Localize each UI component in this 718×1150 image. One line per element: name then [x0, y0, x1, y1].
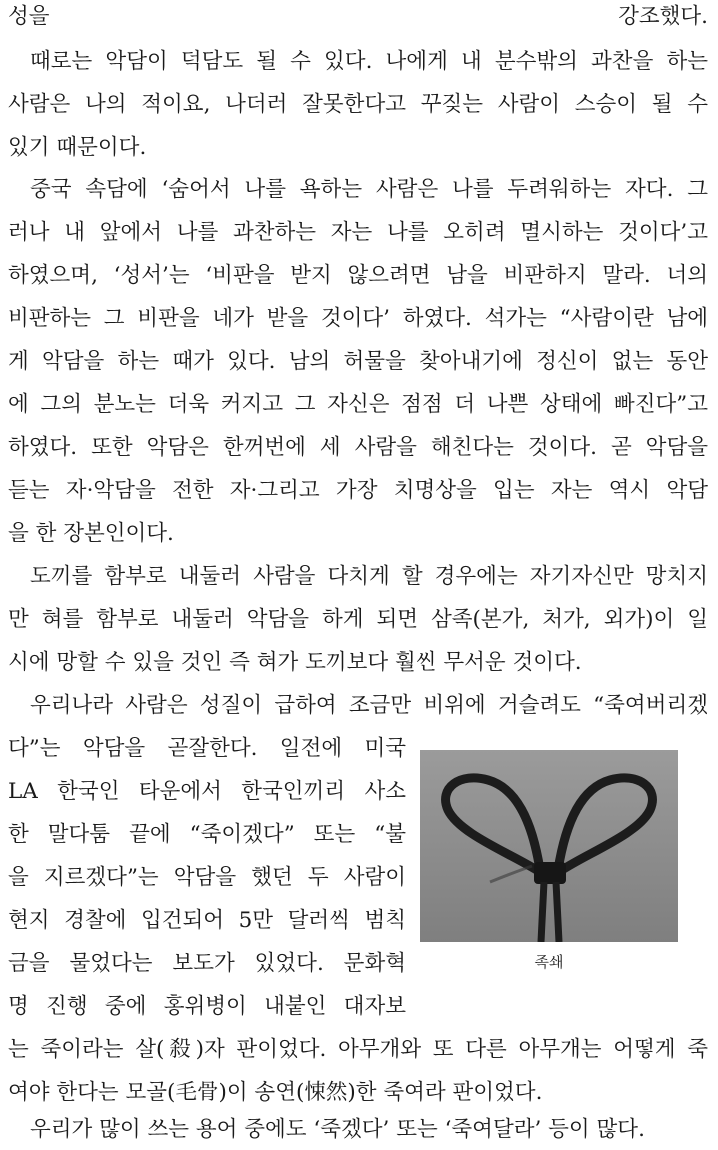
text-line: 하였으며, ‘성서’는 ‘비판을 받지 않으려면 남을 비판하지 말라. 너의 [8, 263, 708, 288]
text-line: 게 악담을 하는 때가 있다. 남의 허물을 찾아내기에 정신이 없는 동안 [8, 349, 708, 374]
text-line: 을 한 장본인이다. [8, 521, 174, 546]
text-line: 하였다. 또한 악담은 한꺼번에 세 사람을 해친다는 것이다. 곧 악담을 [8, 435, 708, 460]
text-line: 만 혀를 함부로 내둘러 악담을 하게 되면 삼족(본가, 처가, 외가)이 일 [8, 607, 708, 632]
text-line: 때로는 악담이 덕담도 될 수 있다. 나에게 내 분수밖의 과찬을 하는 [30, 49, 708, 74]
text-line: 에 그의 분노는 더욱 커지고 그 자신은 점점 더 나쁜 상태에 빠진다”고 [8, 392, 708, 417]
text-line: 중국 속담에 ‘숨어서 나를 욕하는 사람은 나를 두려워하는 자다. 그 [30, 177, 708, 202]
text-line: LA 한국인 타운에서 한국인끼리 사소 [8, 779, 406, 804]
text-line: 러나 내 앞에서 나를 과찬하는 자는 나를 오히려 멸시하는 것이다’고 [8, 220, 708, 245]
text-line: 시에 망할 수 있을 것인 즉 혀가 도끼보다 훨씬 무서운 것이다. [8, 650, 582, 675]
figure [420, 750, 678, 972]
text-line: 을 지르겠다”는 악담을 했던 두 사람이 [8, 865, 406, 890]
text-line: 성을 강조했다. [8, 4, 708, 29]
text-line: 사람은 나의 적이요, 나더러 잘못한다고 꾸짖는 사람이 스승이 될 수 [8, 92, 708, 117]
text-line: 우리가 많이 쓰는 용어 중에도 ‘죽겠다’ 또는 ‘죽여달라’ 등이 많다. [30, 1117, 645, 1142]
text-line: 우리나라 사람은 성질이 급하여 조금만 비위에 거슬려도 “죽여버리겠 [30, 693, 708, 718]
text-line: 있기 때문이다. [8, 135, 147, 160]
text-line: 비판하는 그 비판을 네가 받을 것이다’ 하였다. 석가는 “사람이란 남에 [8, 306, 708, 331]
text-line: 도끼를 함부로 내둘러 사람을 다치게 할 경우에는 자기자신만 망치지 [30, 564, 708, 589]
text-line: 금을 물었다는 보도가 있었다. 문화혁 [8, 951, 406, 976]
text-line: 현지 경찰에 입건되어 5만 달러씩 범칙 [8, 908, 406, 933]
text-line: 는 죽이라는 살(殺)자 판이었다. 아무개와 또 다른 아무개는 어떻게 죽 [8, 1037, 708, 1062]
text-line: 여야 한다는 모골(毛骨)이 송연(悚然)한 죽여라 판이었다. [8, 1080, 543, 1105]
figure-caption: 족쇄 [534, 953, 564, 971]
text-line: 듣는 자·악담을 전한 자·그리고 가장 치명상을 입는 자는 역시 악담 [8, 478, 708, 503]
text-line: 한 말다툼 끝에 “죽이겠다” 또는 “불 [8, 822, 406, 847]
text-line: 명 진행 중에 홍위병이 내붙인 대자보 [8, 994, 406, 1019]
knot-rope-photo-icon [420, 750, 678, 942]
text-line: 다”는 악담을 곧잘한다. 일전에 미국 [8, 736, 406, 761]
